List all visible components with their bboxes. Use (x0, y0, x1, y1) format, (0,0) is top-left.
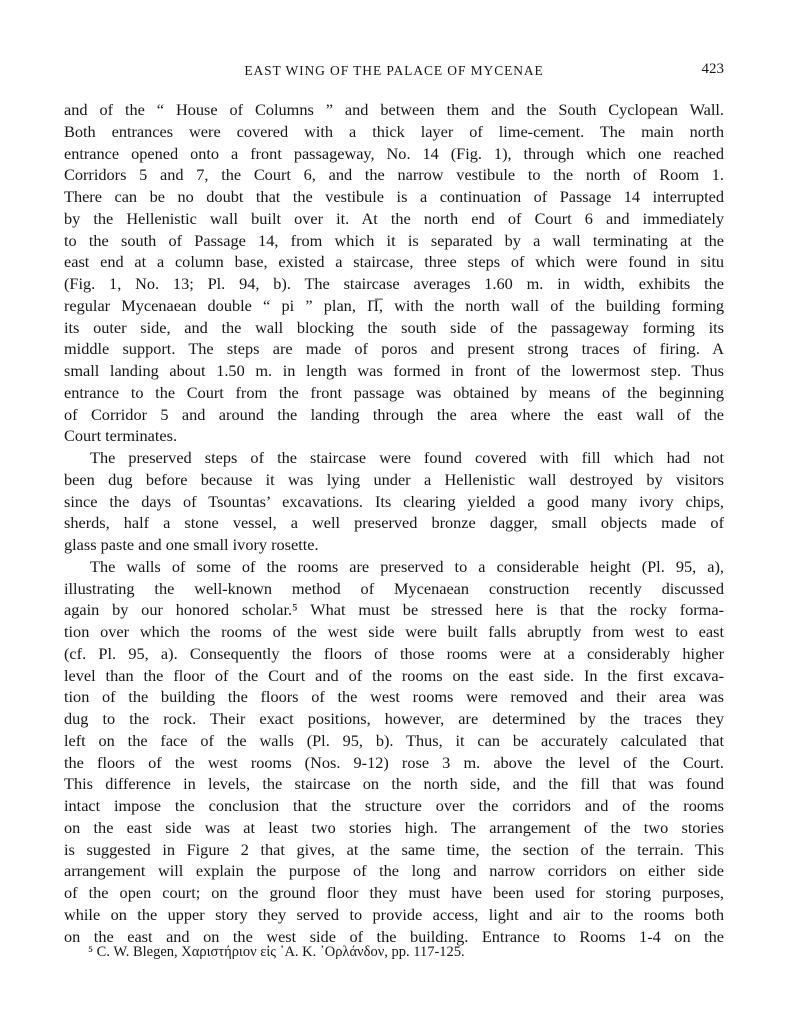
text-line: since the days of Tsountas’ excavations. Its clearing yielded a good many ivory chips, (64, 491, 724, 511)
text-line: (Fig. 1, No. 13; Pl. 94, b). The staircase averages 1.60 m. in width, exhibits the (64, 274, 724, 293)
text-line: intact impose the conclusion that the structure over the corridors and of the rooms (64, 796, 724, 815)
text-line: and of the “ House of Columns ” and between them and the South Cyclopean Wall. (64, 100, 724, 119)
text-line: east end at a column base, existed a staircase, three steps of which were found in situ (64, 252, 724, 272)
text-line: glass paste and one small ivory rosette. (64, 535, 319, 554)
page-number: 423 (701, 61, 724, 77)
text-line: left on the face of the walls (Pl. 95, b). Thus, it can be accurately calculated that (64, 730, 724, 750)
text-line: This difference in levels, the staircase on the north side, and the fill that was found (64, 774, 724, 794)
text-line: on the east side was at least two stories high. The arrangement of the two stories (64, 817, 724, 837)
text-line: the floors of the west rooms (Nos. 9-12) rose 3 m. above the level of the Court. (64, 752, 724, 772)
text-line: illustrating the well-known method of Mycenaean construction recently discussed (64, 578, 724, 598)
text-line: The preserved steps of the staircase were found covered with fill which had not (90, 448, 724, 467)
running-title: EAST WING OF THE PALACE OF MYCENAE (244, 63, 544, 78)
text-line: The walls of some of the rooms are preserved to a considerable height (Pl. 95, a), (90, 556, 724, 576)
body-text (64, 99, 724, 947)
text-line: (cf. Pl. 95, a). Consequently the floors of those rooms were at a considerably higher (64, 643, 724, 663)
text-line: of Corridor 5 and around the landing through the area where the east wall of the (64, 404, 724, 424)
text-line: arrangement will explain the purpose of the long and narrow corridors on either side (64, 861, 724, 881)
text-line: regular Mycenaean double “ pi ” plan, Π̅, with the north wall of the building forming (64, 295, 724, 315)
text-line: small landing about 1.50 m. in length was formed in front of the lowermost step. Thus (64, 361, 724, 380)
text-line: to the south of Passage 14, from which it is separated by a wall terminating at the (64, 230, 724, 250)
text-line: again by our honored scholar.⁵ What must be stressed here is that the rocky forma- (64, 600, 724, 620)
paragraph-3 (64, 556, 724, 948)
text-line: by the Hellenistic wall built over it. At the north end of Court 6 and immediately (64, 208, 724, 228)
text-line: level than the floor of the Court and of the rooms on the east side. In the first excava- (64, 665, 724, 685)
text-line: of the open court; on the ground floor they must have been used for storing purposes, (64, 883, 724, 902)
page-header (64, 60, 724, 84)
text-line: tion of the building the floors of the west rooms were removed and their area was (64, 687, 724, 707)
text-line: Court terminates. (64, 426, 178, 446)
text-line: its outer side, and the wall blocking the south side of the passageway forming its (64, 317, 724, 337)
text-line: entrance to the Court from the front passage was obtained by means of the beginning (64, 382, 724, 402)
footnote: ⁵ C. W. Blegen, Χαριστήριον εἰς ᾿Α. Κ. ᾿Ορλάνδον, pp. 117-125. (88, 944, 465, 960)
text-line: on the east and on the west side of the building. Entrance to Rooms 1-4 on the (64, 926, 724, 946)
paragraph-2 (64, 447, 724, 556)
text-line: tion over which the rooms of the west side were built falls abruptly from west to east (64, 622, 724, 641)
text-line: been dug before because it was lying under a Hellenistic wall destroyed by visitors (64, 469, 724, 489)
text-line: sherds, half a stone vessel, a well preserved bronze dagger, small objects made of (64, 513, 724, 533)
text-line: middle support. The steps are made of poros and present strong traces of firing. A (64, 339, 724, 359)
text-line: is suggested in Figure 2 that gives, at the same time, the section of the terrain. This (64, 839, 724, 859)
text-line: There can be no doubt that the vestibule is a continuation of Passage 14 interrupted (64, 187, 724, 206)
paragraph-1 (64, 99, 724, 447)
text-line: Both entrances were covered with a thick layer of lime-cement. The main north (64, 121, 724, 141)
text-line: dug to the rock. Their exact positions, however, are determined by the traces they (64, 709, 724, 728)
text-line: Corridors 5 and 7, the Court 6, and the narrow vestibule to the north of Room 1. (64, 165, 724, 185)
text-line: entrance opened onto a front passageway, No. 14 (Fig. 1), through which one reached (64, 143, 724, 163)
text-line: while on the upper story they served to provide access, light and air to the rooms both (64, 904, 724, 924)
